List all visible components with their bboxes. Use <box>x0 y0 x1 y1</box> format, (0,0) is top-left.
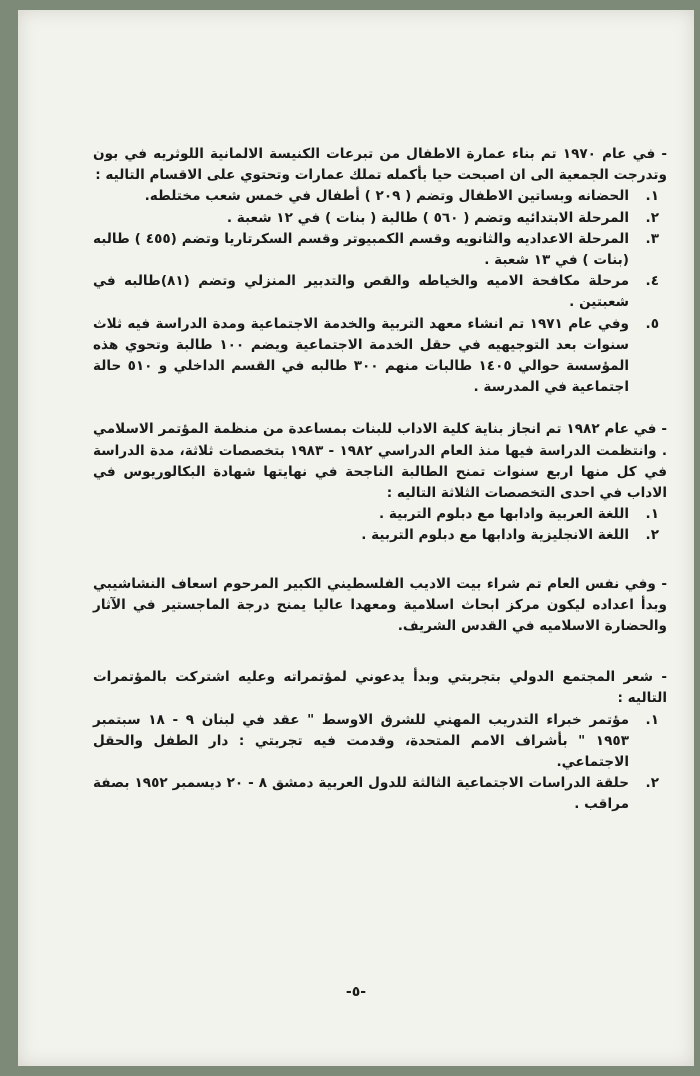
list-number: ١. <box>645 188 659 205</box>
page-number: -٥- <box>345 984 367 1000</box>
list-item <box>93 229 667 271</box>
list-text: وفي عام ١٩٧١ تم انشاء معهد التربية والخدمة الاجتماعية ومدة الدراسة فيه ثلاث سنوات بعد التوجيهيه في حقل الخدمة الاجتماعية ويضم ١٠٠ طالبة وتحوي هذه المؤسسة حوالي ١٤٠٥ طالبات منهم ٣٠٠ طالبه في القسم الداخلي و ٥١٠ حالة اجتماعية في المدرسة . <box>93 315 629 396</box>
document-body <box>93 144 667 816</box>
list-item <box>93 710 667 774</box>
list-number: ٢. <box>645 209 659 226</box>
paragraph-conferences <box>93 667 667 815</box>
list-text: المرحلة الابتدائيه وتضم ( ٥٦٠ ) طالبة ( بنات ) في ١٢ شعبة . <box>226 209 629 226</box>
list-item <box>93 271 667 313</box>
list-number: ٥. <box>645 315 659 332</box>
paragraph-nashashibi-house <box>93 574 667 638</box>
list-item <box>93 525 667 546</box>
departments-list <box>93 186 667 398</box>
list-number: ٤. <box>645 273 659 290</box>
list-text: اللغة العربية وادابها مع دبلوم التربية . <box>379 506 629 523</box>
paragraph-text: - شعر المجتمع الدولي بتجربتي وبدأ يدعوني لمؤتمراته وعليه اشتركت بالمؤتمرات التاليه : <box>93 669 667 707</box>
list-item <box>93 208 667 229</box>
list-number: ٣. <box>645 230 659 247</box>
specializations-list <box>93 504 667 546</box>
document-page <box>18 10 694 1066</box>
list-text: مرحلة مكافحة الاميه والخياطه والقص والتدبير المنزلي وتضم (٨١)طالبه في شعبتين . <box>93 273 629 311</box>
spacer <box>93 637 667 667</box>
list-text: مؤتمر خبراء التدريب المهني للشرق الاوسط " عقد في لبنان ٩ - ١٨ سبتمبر ١٩٥٣ " بأشراف الامم المتحدة، وقدمت فيه تجربتي : دار الطفل والحقل الاجتماعي. <box>93 711 630 771</box>
list-text: اللغة الانجليزية وادابها مع دبلوم التربية . <box>361 527 629 544</box>
list-item <box>93 314 667 399</box>
list-text: الحضانه وبساتين الاطفال وتضم ( ٢٠٩ ) أطفال في خمس شعب مختلطه. <box>144 188 629 205</box>
list-text: حلقة الدراسات الاجتماعية الثالثة للدول العربية دمشق ٨ - ٢٠ ديسمبر ١٩٥٢ بصفة مراقب . <box>93 775 629 813</box>
paragraph-text: - في عام ١٩٨٢ تم انجاز بناية كلية الاداب للبنات بمساعدة من منظمة المؤتمر الاسلامي . وانتظمت الدراسة فيها منذ العام الدراسي ١٩٨٢ - ١٩٨٣ بتخصصات ثلاثة، مدة الدراسة في كل منها اربع سنوات تمنح الطالبة الناجحة في نهايتها شهادة البكالوريوس في الاداب في احدى التخصصات الثلاثة التاليه : <box>93 421 667 502</box>
list-text: المرحلة الاعداديه والثانويه وقسم الكمبيوتر وقسم السكرتاريا وتضم (٤٥٥ ) طالبه (بنات ) في ١٣ شعبة . <box>93 230 629 269</box>
list-item <box>93 773 667 815</box>
list-number: ٢. <box>645 527 659 544</box>
spacer <box>93 547 667 574</box>
paragraph-text: - في عام ١٩٧٠ تم بناء عمارة الاطفال من تبرعات الكنيسة الالمانية اللوثريه في بون وتدرجت الجمعية الى ان اصبحت حيا بأكمله تملك عمارات وتحتوي على الاقسام التاليه : <box>93 146 667 184</box>
list-number: ٢. <box>645 775 659 792</box>
list-item <box>93 186 667 207</box>
list-number: ١. <box>645 506 659 523</box>
paragraph-children-building <box>93 144 667 398</box>
conferences-list <box>93 710 667 816</box>
spacer <box>93 398 667 419</box>
list-number: ١. <box>645 711 659 728</box>
paragraph-arts-college <box>93 419 667 546</box>
paragraph-text: - وفي نفس العام تم شراء بيت الاديب الفلسطيني الكبير المرحوم اسعاف النشاشيبي وبدأ اعداده ليكون مركز ابحاث اسلامية ومعهدا عاليا يمنح درجة الماجستير في الآثار والحضارة الاسلاميه في القدس الشريف. <box>93 575 667 635</box>
list-item <box>93 504 667 525</box>
